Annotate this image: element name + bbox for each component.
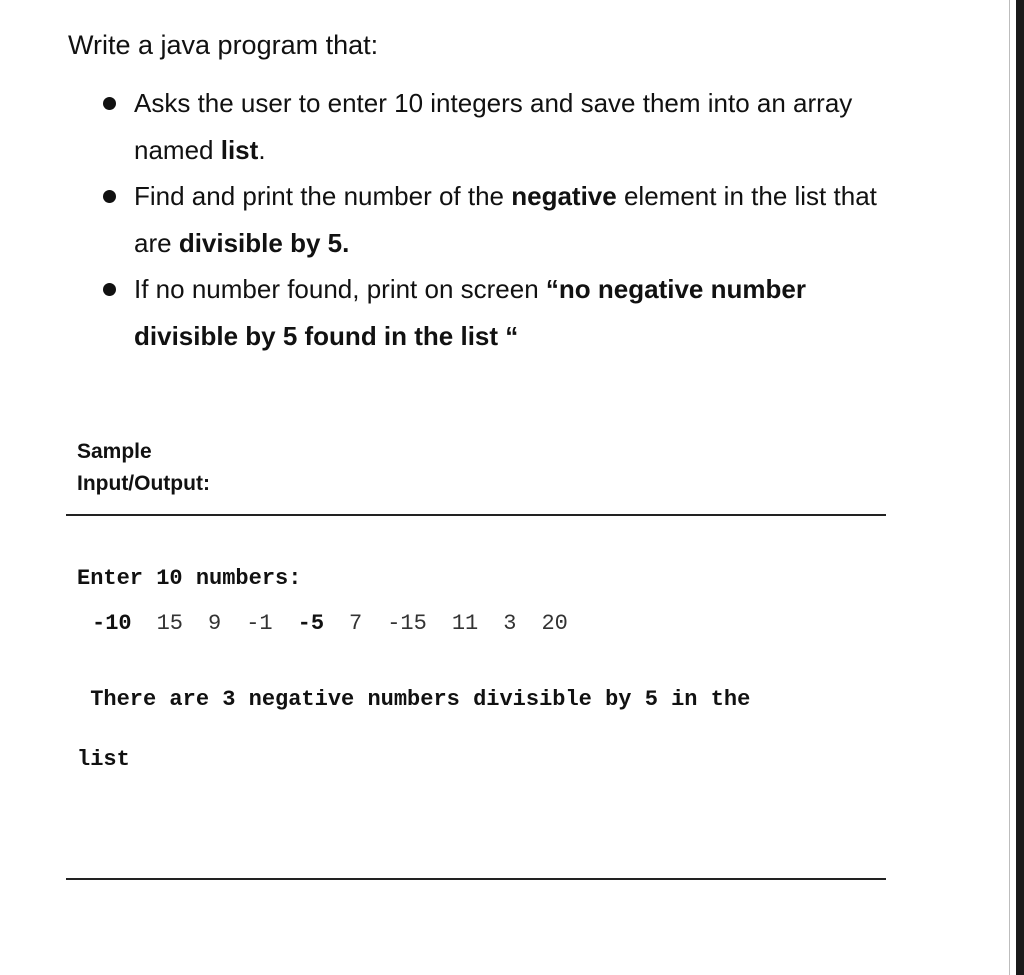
input-number: 15 [156,611,184,636]
requirement-text-run: . [258,134,266,165]
requirement-text-run: divisible by 5. [178,227,350,258]
output-line-2: list [77,747,130,772]
requirement-text-run: negative [511,181,617,211]
input-prompt: Enter 10 numbers: [77,566,302,591]
bullet-dot-icon [103,97,116,110]
requirement-item-1 [101,80,891,173]
question-heading: Write a java program that: [68,30,379,60]
input-number: -1 [246,611,273,636]
requirement-text-run: Find and print the number of the [134,181,512,211]
input-number: 11 [451,611,479,636]
page-edge-bar [1016,0,1024,975]
requirements-list [101,80,891,359]
bullet-dot-icon [103,283,116,296]
bottom-divider [66,878,886,880]
requirement-text-run: element in the list that are [134,181,877,258]
top-divider [66,514,886,516]
requirement-item-3 [101,266,891,359]
input-number: -5 [297,611,325,636]
requirement-item-2 [101,173,891,266]
sample-label [77,436,210,500]
input-number: 9 [208,611,222,636]
input-numbers [92,609,593,639]
input-number: -10 [92,611,132,636]
bullet-dot-icon [103,190,116,203]
sample-label-line-1: Sample [77,440,152,463]
input-number: 3 [503,611,517,636]
requirement-text-run: list [220,134,259,165]
input-number: -15 [387,611,427,636]
input-number: 7 [349,611,363,636]
input-number: 20 [541,611,568,636]
requirement-text-run: If no number found, print on screen [134,274,546,304]
output-line-1: There are 3 negative numbers divisible by 5 in the [77,687,751,712]
page-edge-line [1009,0,1010,975]
output-result [77,655,897,805]
requirement-text-run: Asks the user to enter 10 integers and save them into an array named [134,88,853,165]
requirement-text-run: “no negative number divisible by 5 found in the list “ [134,274,806,351]
sample-label-line-2: Input/Output: [77,472,210,495]
